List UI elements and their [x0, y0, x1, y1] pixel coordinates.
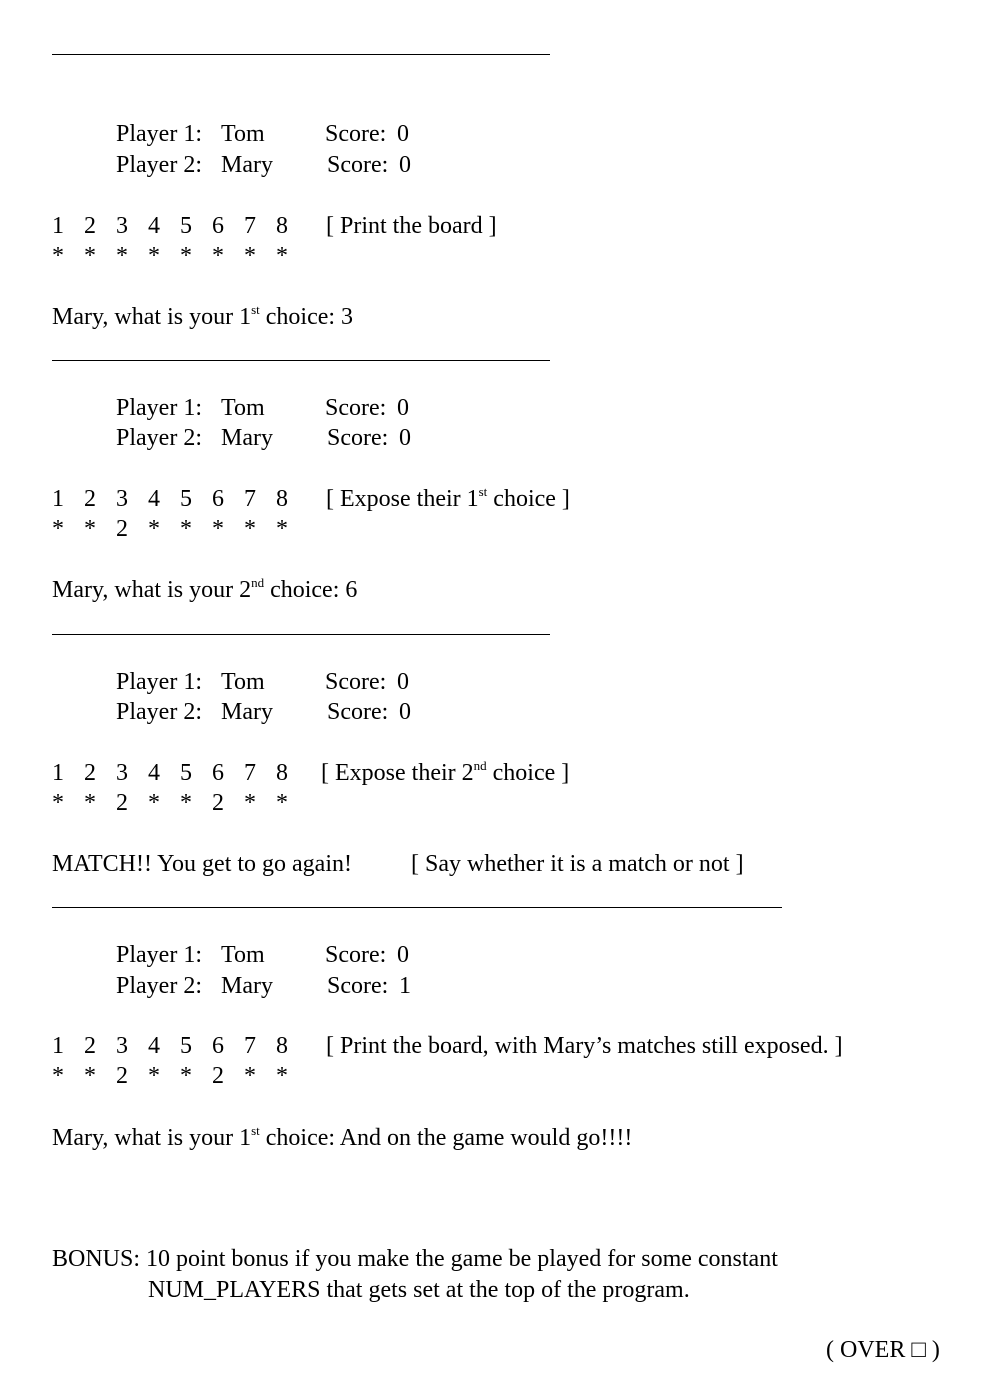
board-cell: *: [276, 243, 288, 269]
board-cell: 2: [212, 790, 224, 816]
column-number: 5: [180, 486, 192, 512]
column-number: 2: [84, 213, 96, 239]
board-cell: *: [84, 1063, 96, 1089]
separator-line: [52, 54, 550, 55]
player-2-score-label: Score:: [327, 973, 389, 999]
board-cell: *: [84, 790, 96, 816]
player-2-label: Player 2:: [116, 699, 202, 725]
board-cell: *: [84, 516, 96, 542]
player-2-name: Mary: [221, 973, 273, 999]
column-number: 1: [52, 213, 64, 239]
column-number: 2: [84, 1033, 96, 1059]
separator-line: [52, 634, 550, 635]
column-number: 8: [276, 213, 288, 239]
board-cell: *: [212, 243, 224, 269]
board-cell: *: [244, 243, 256, 269]
column-number: 4: [148, 213, 160, 239]
column-number: 6: [212, 486, 224, 512]
board-cell: 2: [116, 516, 128, 542]
board-cell: *: [244, 1063, 256, 1089]
player-2-score-label: Score:: [327, 425, 389, 451]
player-1-label: Player 1:: [116, 669, 202, 695]
player-1-label: Player 1:: [116, 121, 202, 147]
player-2-score: 0: [399, 152, 411, 178]
player-2-score: 0: [399, 425, 411, 451]
board-cell: 2: [212, 1063, 224, 1089]
column-number: 8: [276, 486, 288, 512]
board-cell: *: [276, 1063, 288, 1089]
board-cell: *: [52, 243, 64, 269]
player-2-score-label: Score:: [327, 699, 389, 725]
over-indicator: ( OVER □ ): [826, 1337, 940, 1363]
player-1-score: 0: [397, 395, 409, 421]
prompt-line-2: Mary, what is your 2nd choice: 6: [52, 575, 358, 603]
player-1-label: Player 1:: [116, 942, 202, 968]
column-number: 8: [276, 1033, 288, 1059]
player-1-score-label: Score:: [325, 121, 387, 147]
board-cell: *: [244, 516, 256, 542]
player-1-name: Tom: [221, 121, 265, 147]
player-2-label: Player 2:: [116, 973, 202, 999]
player-1-name: Tom: [221, 942, 265, 968]
player-1-score: 0: [397, 121, 409, 147]
board-cell: *: [52, 1063, 64, 1089]
player-1-score-label: Score:: [325, 669, 387, 695]
board-cell: *: [148, 1063, 160, 1089]
player-2-name: Mary: [221, 152, 273, 178]
match-message: MATCH!! You get to go again!: [52, 851, 352, 877]
column-number: 3: [116, 1033, 128, 1059]
player-2-score-label: Score:: [327, 152, 389, 178]
column-number: 5: [180, 760, 192, 786]
prompt-line-3: Mary, what is your 1st choice: And on the game would go!!!!: [52, 1123, 633, 1151]
board-cell: *: [180, 516, 192, 542]
board-cell: *: [212, 516, 224, 542]
column-number: 7: [244, 760, 256, 786]
board-cell: 2: [116, 790, 128, 816]
player-1-label: Player 1:: [116, 395, 202, 421]
column-number: 4: [148, 486, 160, 512]
match-annotation: [ Say whether it is a match or not ]: [411, 851, 744, 877]
column-number: 4: [148, 760, 160, 786]
column-number: 2: [84, 486, 96, 512]
board-annotation: [ Print the board, with Mary’s matches still exposed. ]: [326, 1033, 843, 1059]
separator-line: [52, 907, 782, 908]
column-number: 6: [212, 1033, 224, 1059]
board-cell: *: [276, 516, 288, 542]
separator-line: [52, 360, 550, 361]
column-number: 3: [116, 486, 128, 512]
column-number: 4: [148, 1033, 160, 1059]
board-cell: *: [84, 243, 96, 269]
player-2-label: Player 2:: [116, 425, 202, 451]
column-number: 7: [244, 486, 256, 512]
board-cell: *: [276, 790, 288, 816]
board-cell: *: [244, 790, 256, 816]
board-cell: *: [52, 790, 64, 816]
board-cell: *: [148, 243, 160, 269]
column-number: 5: [180, 213, 192, 239]
column-number: 1: [52, 760, 64, 786]
column-number: 6: [212, 213, 224, 239]
column-number: 1: [52, 486, 64, 512]
board-cell: *: [116, 243, 128, 269]
column-number: 2: [84, 760, 96, 786]
column-number: 5: [180, 1033, 192, 1059]
player-1-name: Tom: [221, 669, 265, 695]
board-annotation: [ Expose their 1st choice ]: [326, 484, 570, 512]
player-2-label: Player 2:: [116, 152, 202, 178]
board-cell: *: [52, 516, 64, 542]
bonus-line-2: NUM_PLAYERS that gets set at the top of the program.: [148, 1277, 690, 1303]
column-number: 3: [116, 213, 128, 239]
player-1-score-label: Score:: [325, 942, 387, 968]
player-2-name: Mary: [221, 425, 273, 451]
column-number: 1: [52, 1033, 64, 1059]
player-1-score-label: Score:: [325, 395, 387, 421]
player-1-score: 0: [397, 669, 409, 695]
player-2-score: 0: [399, 699, 411, 725]
column-number: 8: [276, 760, 288, 786]
board-cell: *: [180, 243, 192, 269]
board-cell: *: [148, 790, 160, 816]
board-cell: 2: [116, 1063, 128, 1089]
column-number: 7: [244, 213, 256, 239]
board-cell: *: [148, 516, 160, 542]
prompt-line-1: Mary, what is your 1st choice: 3: [52, 302, 354, 330]
player-2-score: 1: [399, 973, 411, 999]
player-2-name: Mary: [221, 699, 273, 725]
bonus-line-1: BONUS: 10 point bonus if you make the game be played for some constant: [52, 1246, 778, 1272]
board-cell: *: [180, 790, 192, 816]
player-1-score: 0: [397, 942, 409, 968]
board-cell: *: [180, 1063, 192, 1089]
column-number: 3: [116, 760, 128, 786]
board-annotation: [ Expose their 2nd choice ]: [321, 758, 570, 786]
column-number: 7: [244, 1033, 256, 1059]
board-annotation: [ Print the board ]: [326, 213, 497, 239]
column-number: 6: [212, 760, 224, 786]
player-1-name: Tom: [221, 395, 265, 421]
